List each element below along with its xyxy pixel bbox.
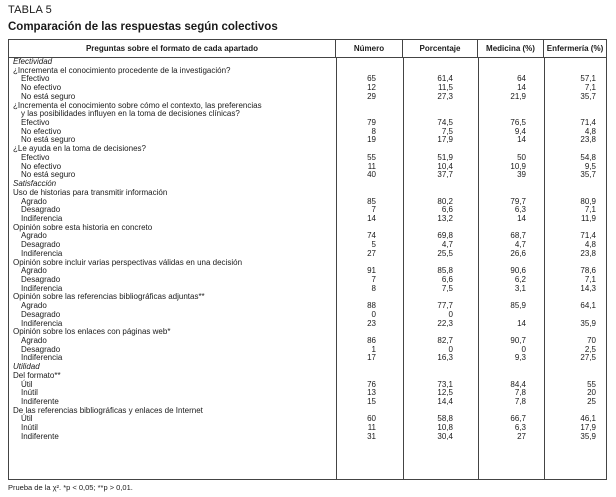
- results-table: [8, 39, 607, 480]
- row-label: Indiferencia: [21, 248, 63, 258]
- row-label: Inútil: [21, 423, 38, 433]
- cell-percentage: 10,4: [437, 161, 453, 171]
- cell-percentage: 77,7: [437, 301, 453, 311]
- cell-number: 19: [367, 135, 376, 145]
- cell-medicine: 90,6: [510, 266, 526, 276]
- cell-percentage: 0: [448, 309, 453, 319]
- row-label: Opinión sobre las referencias bibliográficas adjuntas**: [13, 292, 205, 302]
- cell-number: 14: [367, 213, 376, 223]
- row-label: Indiferente: [21, 431, 59, 441]
- row-label: Agrado: [21, 336, 47, 345]
- cell-medicine: 4,7: [514, 240, 526, 250]
- cell-number: 85: [367, 196, 376, 206]
- row-label: Indiferencia: [21, 213, 63, 223]
- table-row: [9, 171, 606, 180]
- row-label: Agrado: [21, 301, 47, 311]
- cell-percentage: 0: [448, 344, 453, 354]
- row-label: Indiferencia: [21, 283, 63, 293]
- cell-medicine: 6,3: [514, 423, 526, 433]
- cell-medicine: 64: [517, 74, 526, 84]
- cell-number: 40: [367, 170, 376, 180]
- row-label: Útil: [21, 379, 33, 389]
- cell-medicine: 7,8: [514, 388, 526, 398]
- cell-nursing: 7,1: [584, 83, 596, 93]
- table-row: [9, 302, 606, 311]
- cell-nursing: 35,9: [580, 318, 596, 328]
- table-body: [9, 58, 606, 442]
- row-label: Efectivo: [21, 118, 50, 128]
- cell-medicine: 3,1: [514, 283, 526, 293]
- row-label: Efectivo: [21, 152, 50, 162]
- cell-percentage: 7,5: [441, 126, 453, 136]
- cell-medicine: 90,7: [510, 336, 526, 345]
- row-label: Agrado: [21, 196, 47, 206]
- cell-number: 17: [367, 353, 376, 363]
- cell-percentage: 30,4: [437, 431, 453, 441]
- header-percentage: Porcentaje: [403, 40, 478, 57]
- cell-number: 12: [367, 83, 376, 93]
- header-medicine: Medicina (%): [478, 40, 544, 57]
- cell-percentage: 51,9: [437, 152, 453, 162]
- row-label: Satisfacción: [13, 179, 57, 189]
- cell-percentage: 6,6: [441, 274, 453, 284]
- cell-nursing: 80,9: [580, 196, 596, 206]
- cell-medicine: 66,7: [510, 414, 526, 424]
- cell-medicine: 9,4: [514, 126, 526, 136]
- cell-number: 27: [367, 248, 376, 258]
- cell-medicine: 14: [517, 318, 526, 328]
- cell-percentage: 61,4: [437, 74, 453, 84]
- cell-number: 11: [367, 161, 376, 171]
- cell-percentage: 17,9: [437, 135, 453, 145]
- cell-nursing: 70: [587, 336, 596, 345]
- row-label: Desagrado: [21, 344, 61, 354]
- cell-medicine: 27: [517, 431, 526, 441]
- row-label: y las posibilidades influyen en la toma de decisiones clínicas?: [21, 109, 240, 119]
- row-label: Útil: [21, 414, 33, 424]
- cell-number: 13: [367, 388, 376, 398]
- row-label: Uso de historias para transmitir información: [13, 187, 168, 197]
- cell-nursing: 71,4: [580, 231, 596, 241]
- header-nursing: Enfermería (%): [546, 44, 604, 53]
- cell-percentage: 85,8: [437, 266, 453, 276]
- cell-number: 8: [371, 283, 376, 293]
- cell-number: 86: [367, 336, 376, 345]
- cell-nursing: 64,1: [580, 301, 596, 311]
- cell-number: 91: [367, 266, 376, 276]
- cell-nursing: 9,5: [584, 161, 596, 171]
- cell-medicine: 14: [517, 83, 526, 93]
- cell-percentage: 13,2: [437, 213, 453, 223]
- cell-nursing: 17,9: [580, 423, 596, 433]
- cell-nursing: 23,8: [580, 248, 596, 258]
- table-row: [9, 433, 606, 442]
- cell-percentage: 22,3: [437, 318, 453, 328]
- cell-number: 31: [367, 431, 376, 441]
- cell-nursing: 35,7: [580, 170, 596, 180]
- row-label: Del formato**: [13, 370, 61, 380]
- row-label: Indiferente: [21, 397, 59, 407]
- table-header-row: [9, 40, 606, 58]
- row-label: Desagrado: [21, 240, 61, 250]
- header-questions: Preguntas sobre el formato de cada apartado: [9, 40, 336, 57]
- cell-number: 7: [371, 274, 376, 284]
- row-label: Efectivo: [21, 74, 50, 84]
- cell-number: 29: [367, 91, 376, 101]
- cell-percentage: 25,5: [437, 248, 453, 258]
- table-row: [9, 354, 606, 363]
- cell-percentage: 6,6: [441, 205, 453, 215]
- cell-number: 0: [371, 309, 376, 319]
- cell-percentage: 4,7: [441, 240, 453, 250]
- header-number: Número: [336, 40, 403, 57]
- cell-nursing: 27,5: [580, 353, 596, 363]
- row-label: Inútil: [21, 388, 38, 398]
- row-label: No está seguro: [21, 170, 76, 180]
- cell-nursing: 4,8: [584, 126, 596, 136]
- cell-percentage: 82,7: [437, 336, 453, 345]
- cell-number: 8: [371, 126, 376, 136]
- row-label: Desagrado: [21, 309, 61, 319]
- row-label: Indiferencia: [21, 318, 63, 328]
- row-label: Efectividad: [13, 57, 53, 66]
- cell-number: 23: [367, 318, 376, 328]
- cell-number: 5: [371, 240, 376, 250]
- cell-nursing: 25: [587, 397, 596, 407]
- cell-nursing: 11,9: [581, 213, 596, 223]
- cell-medicine: 7,8: [514, 397, 526, 407]
- cell-nursing: 7,1: [584, 205, 596, 215]
- cell-number: 60: [367, 414, 376, 424]
- cell-medicine: 76,5: [510, 118, 526, 128]
- cell-nursing: 35,9: [580, 431, 596, 441]
- cell-number: 76: [367, 379, 376, 389]
- cell-medicine: 14: [517, 213, 526, 223]
- row-label: ¿Le ayuda en la toma de decisiones?: [13, 144, 146, 154]
- row-label: No está seguro: [21, 135, 76, 145]
- row-label: Utilidad: [13, 362, 40, 372]
- cell-number: 79: [367, 118, 376, 128]
- table-label: TABLA 5: [8, 4, 52, 16]
- row-label: Agrado: [21, 266, 47, 276]
- row-label: No efectivo: [21, 83, 62, 93]
- cell-nursing: 14,3: [580, 283, 596, 293]
- cell-percentage: 27,3: [437, 91, 453, 101]
- cell-medicine: 21,9: [510, 91, 526, 101]
- cell-number: 74: [367, 231, 376, 241]
- cell-percentage: 12,5: [437, 388, 453, 398]
- cell-medicine: 14: [517, 135, 526, 145]
- cell-medicine: 79,7: [510, 196, 526, 206]
- cell-medicine: 10,9: [510, 161, 526, 171]
- table-row: [9, 363, 606, 372]
- cell-percentage: 14,4: [437, 397, 453, 407]
- cell-nursing: 2,5: [584, 344, 596, 354]
- cell-nursing: 23,8: [580, 135, 596, 145]
- cell-number: 88: [367, 301, 376, 311]
- row-label: ¿Incrementa el conocimiento sobre cómo el contexto, las preferencias: [13, 100, 262, 110]
- cell-percentage: 37,7: [437, 170, 453, 180]
- cell-nursing: 57,1: [580, 74, 596, 84]
- cell-percentage: 73,1: [437, 379, 453, 389]
- cell-medicine: 50: [517, 152, 526, 162]
- cell-number: 7: [371, 205, 376, 215]
- cell-number: 55: [367, 152, 376, 162]
- cell-medicine: 85,9: [510, 301, 526, 311]
- cell-percentage: 58,8: [437, 414, 453, 424]
- row-label: Opinión sobre incluir varias perspectivas válidas en una decisión: [13, 257, 243, 267]
- cell-medicine: 6,2: [514, 274, 526, 284]
- cell-number: 11: [367, 423, 376, 433]
- cell-percentage: 69,8: [437, 231, 453, 241]
- row-label: ¿Incrementa el conocimiento procedente de la investigación?: [13, 65, 231, 75]
- cell-nursing: 35,7: [580, 91, 596, 101]
- cell-percentage: 11,5: [438, 83, 453, 93]
- cell-percentage: 16,3: [437, 353, 453, 363]
- row-label: No efectivo: [21, 126, 62, 136]
- cell-number: 15: [367, 397, 376, 407]
- cell-nursing: 78,6: [580, 266, 596, 276]
- cell-number: 1: [371, 344, 376, 354]
- row-label: Opinión sobre esta historia en concreto: [13, 222, 153, 232]
- table-row: [9, 337, 606, 346]
- cell-medicine: 39: [517, 170, 526, 180]
- cell-medicine: 68,7: [510, 231, 526, 241]
- row-label: Desagrado: [21, 205, 61, 215]
- cell-medicine: 84,4: [510, 379, 526, 389]
- cell-percentage: 80,2: [437, 196, 453, 206]
- cell-medicine: 9,3: [514, 353, 526, 363]
- cell-medicine: 26,6: [510, 248, 526, 258]
- row-label: Indiferencia: [21, 353, 63, 363]
- cell-medicine: 0: [521, 344, 526, 354]
- row-label: Opinión sobre los enlaces con páginas web*: [13, 327, 171, 337]
- row-label: No efectivo: [21, 161, 62, 171]
- cell-nursing: 7,1: [584, 274, 596, 284]
- row-label: De las referencias bibliográficas y enlaces de Internet: [13, 405, 203, 415]
- cell-nursing: 4,8: [584, 240, 596, 250]
- cell-number: 65: [367, 74, 376, 84]
- table-title: Comparación de las respuestas según colectivos: [8, 21, 278, 33]
- cell-percentage: 74,5: [437, 118, 453, 128]
- cell-nursing: 20: [587, 388, 596, 398]
- row-label: Agrado: [21, 231, 47, 241]
- row-label: Desagrado: [21, 274, 61, 284]
- cell-nursing: 46,1: [580, 414, 596, 424]
- cell-percentage: 7,5: [441, 283, 453, 293]
- row-label: No está seguro: [21, 91, 76, 101]
- cell-nursing: 71,4: [580, 118, 596, 128]
- cell-nursing: 55: [587, 379, 596, 389]
- cell-medicine: 6,3: [514, 205, 526, 215]
- table-footnote: Prueba de la χ². *p < 0,05; **p > 0,01.: [8, 483, 133, 492]
- cell-percentage: 10,8: [437, 423, 453, 433]
- cell-nursing: 54,8: [580, 152, 596, 162]
